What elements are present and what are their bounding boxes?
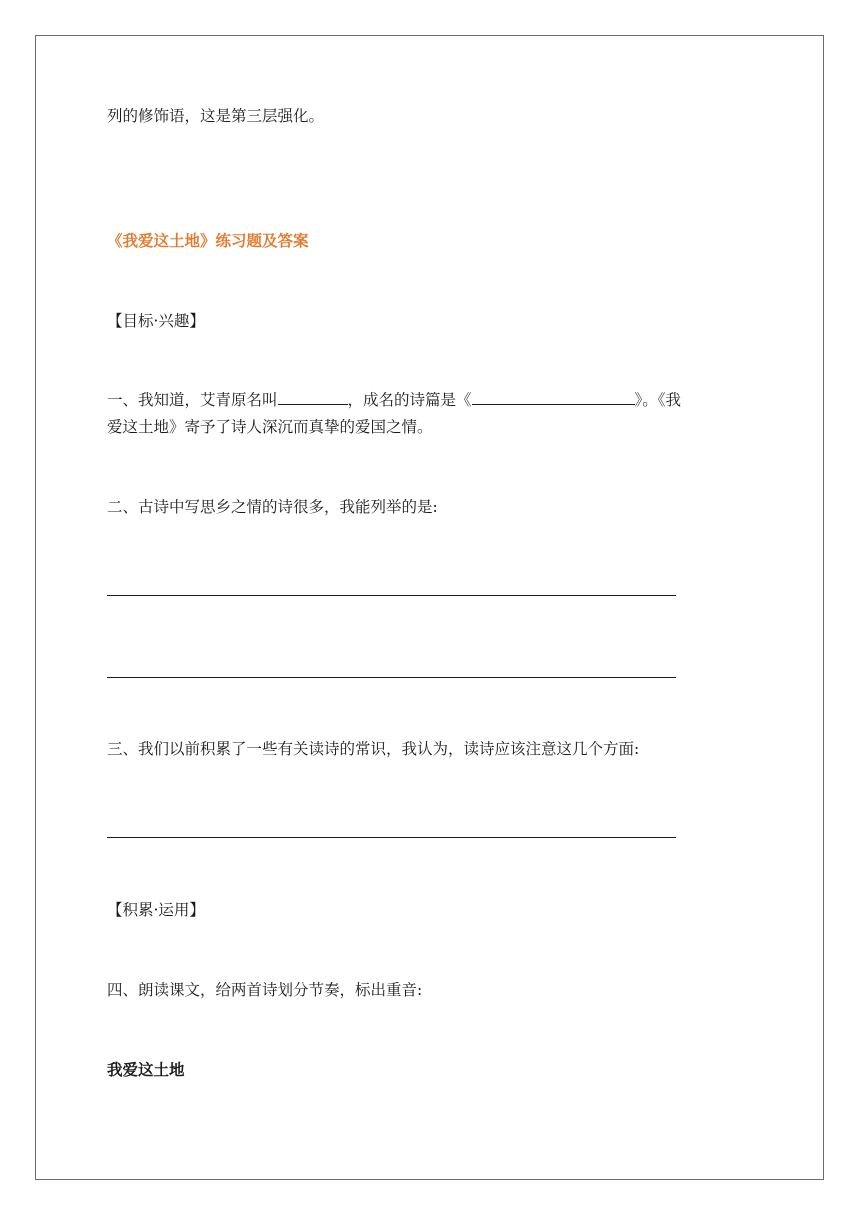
q1-text-b: ，成名的诗篇是《 <box>347 391 472 409</box>
poem-title: 我爱这土地 <box>107 1061 185 1079</box>
q2-answer-line-1[interactable] <box>107 595 676 596</box>
question-1-line-1 <box>107 388 681 412</box>
question-4-text: 四、朗读课文，给两首诗划分节奏，标出重音: <box>107 981 423 999</box>
q1-blank-original-name[interactable] <box>278 390 348 405</box>
section-title: 《我爱这土地》练习题及答案 <box>107 232 309 250</box>
question-2-text: 二、古诗中写思乡之情的诗很多，我能列举的是: <box>107 498 438 516</box>
q1-text-c: 》。《我 <box>634 391 682 409</box>
page-border <box>35 35 824 1180</box>
heading-accumulate: 【积累·运用】 <box>107 901 205 919</box>
intro-tail-text: 列的修饰语，这是第三层强化。 <box>107 107 325 125</box>
question-3-text: 三、我们以前积累了一些有关读诗的常识，我认为，读诗应该注意这几个方面: <box>107 740 640 758</box>
q2-answer-line-2[interactable] <box>107 677 676 678</box>
heading-goal: 【目标·兴趣】 <box>107 312 205 330</box>
q3-answer-line[interactable] <box>107 837 676 838</box>
q1-blank-famous-poem[interactable] <box>472 390 635 405</box>
question-1-line-2: 爱这土地》寄予了诗人深沉而真挚的爱国之情。 <box>107 418 433 436</box>
q1-text-a: 一、我知道，艾青原名叫 <box>107 391 278 409</box>
